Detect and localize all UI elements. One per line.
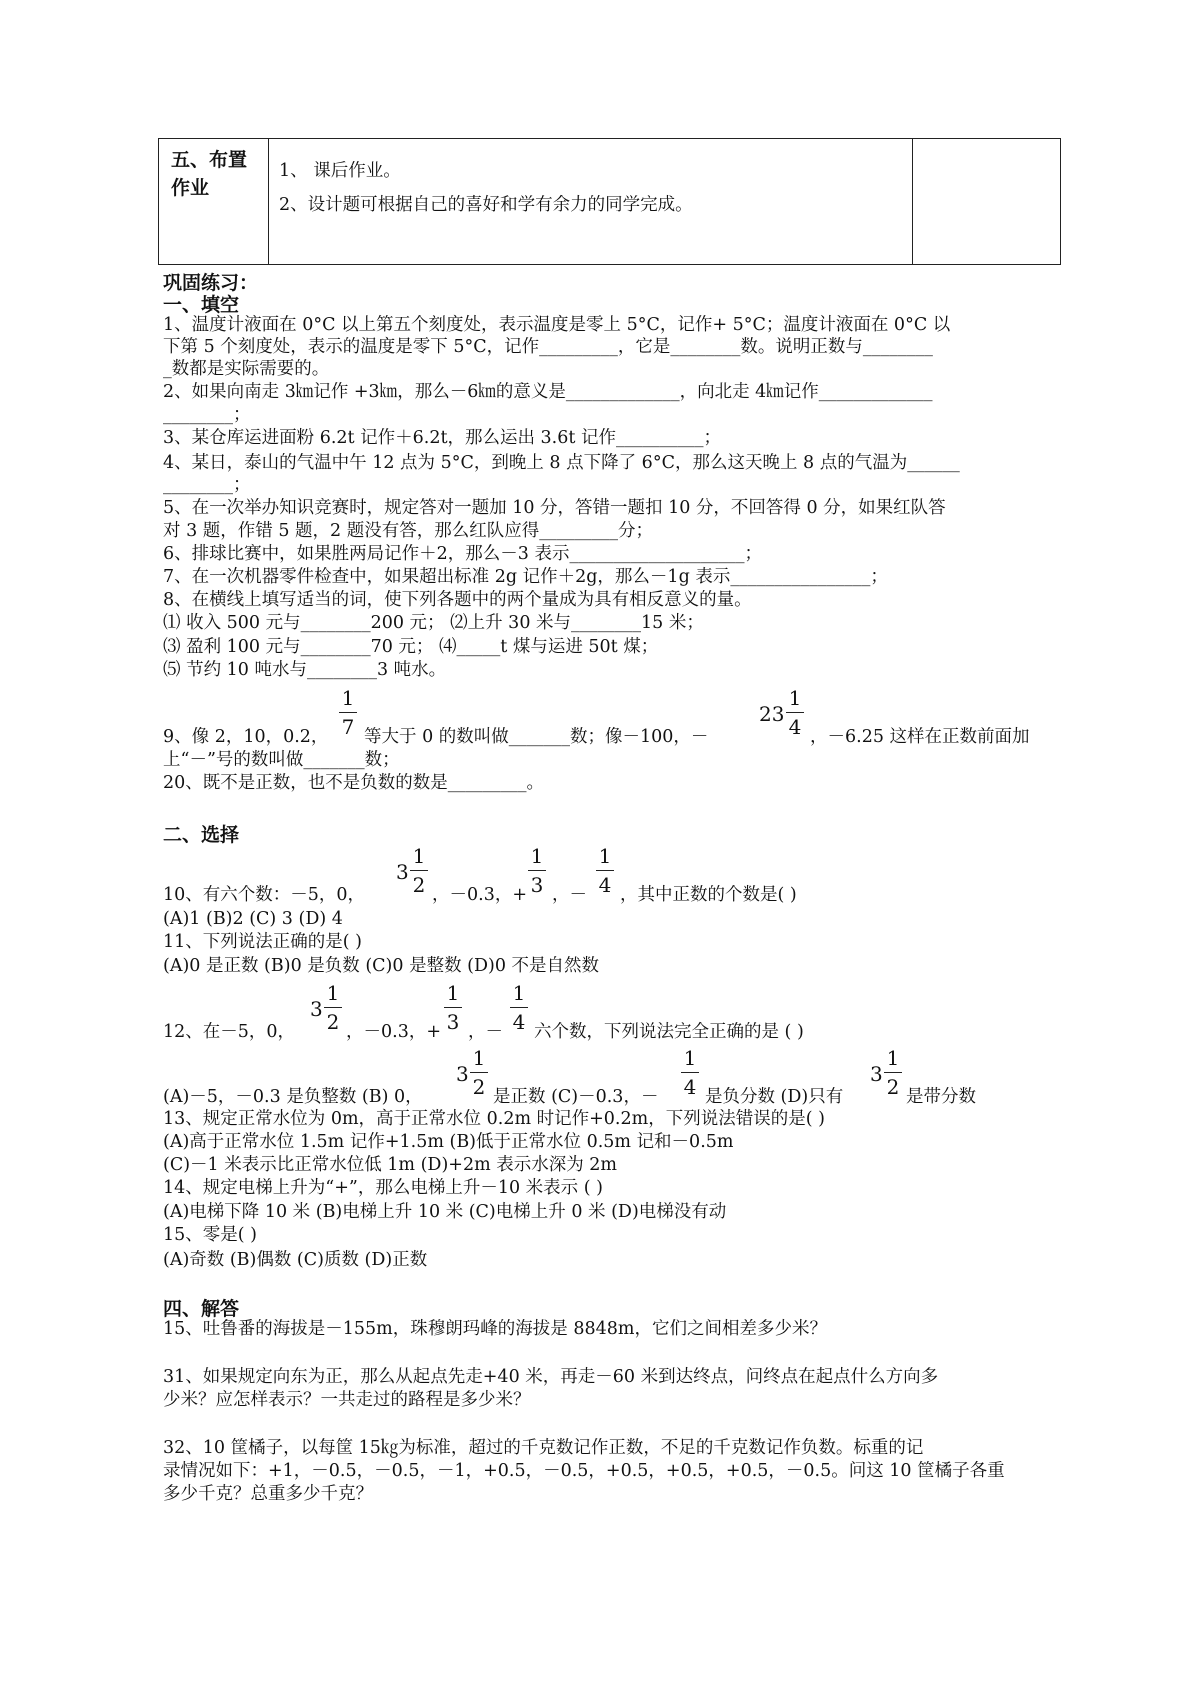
table-label-line1: 五、布置: [171, 149, 248, 171]
q32-line1: 32、10 筐橘子，以每筐 15㎏为标准，超过的千克数记作正数，不足的千克数记作负数。标重的记: [163, 1438, 924, 1458]
table-label-cell: [159, 139, 269, 264]
q15-solve-line: 15、吐鲁番的海拔是－155m，珠穆朗玛峰的海拔是 8848m，它们之间相差多少米？: [163, 1319, 827, 1339]
q9-line2: 上“－”号的数叫做_______数；: [163, 750, 400, 770]
q32-line3: 多少千克？总重多少千克？: [163, 1484, 373, 1504]
q8-items-1-2: ⑴ 收入 500 元与________200 元； ⑵上升 30 米与________15 米；: [163, 613, 704, 633]
q11-options: (A)0 是正数 (B)0 是负数 (C)0 是整数 (D)0 不是自然数: [163, 956, 600, 976]
q1-line2: 下第 5 个刻度处，表示的温度是零下 5°C，记作_________，它是________数。说明正数与________: [163, 337, 933, 357]
q4-line1: 4、某日，泰山的气温中午 12 点为 5°C，到晚上 8 点下降了 6°C，那么这天晚上 8 点的气温为______: [163, 453, 960, 473]
q20-line: 20、既不是正数，也不是负数的数是_________。: [163, 773, 545, 793]
fraction-one-seventh: 1 7: [339, 686, 357, 739]
q8-item-5: ⑸ 节约 10 吨水与________3 吨水。: [163, 660, 447, 680]
mixed-number-whole-23: 23: [759, 702, 785, 726]
q13-options-ab: (A)高于正常水位 1.5m 记作+1.5m (B)低于正常水位 0.5m 记和－0.5m: [163, 1132, 734, 1152]
q10-options: (A)1 (B)2 (C) 3 (D) 4: [163, 909, 343, 929]
q12-option-b: 是正数 (C)－0.3，－: [493, 1087, 659, 1107]
table-item-1: 1、 课后作业。: [279, 161, 401, 181]
q2-line1: 2、如果向南走 3㎞记作 +3㎞，那么－6㎞的意义是_____________，向北走 4㎞记作_____________: [163, 382, 933, 402]
q8-line: 8、在横线上填写适当的词，使下列各题中的两个量成为具有相反意义的量。: [163, 590, 752, 610]
q7-line: 7、在一次机器零件检查中，如果超出标准 2g 记作＋2g，那么－1g 表示________________；: [163, 567, 888, 587]
q5-line2: 对 3 题，作错 5 题，2 题没有答，那么红队应得_________分；: [163, 521, 653, 541]
q10-text-pre: 10、有六个数：－5，0，: [163, 885, 366, 905]
q5-line1: 5、在一次举办知识竞赛时，规定答对一题加 10 分，答错一题扣 10 分，不回答得 0 分，如果红队答: [163, 498, 946, 518]
q3-line: 3、某仓库运进面粉 6.2t 记作＋6.2t，那么运出 3.6t 记作__________；: [163, 428, 721, 448]
q32-line2: 录情况如下：+1，－0.5，－0.5，－1，+0.5，－0.5，+0.5，+0.5，+0.5，－0.5。问这 10 筐橘子各重: [163, 1461, 1005, 1481]
mixed-three-whole-3: 3: [456, 1062, 469, 1086]
fraction-one-quarter: 1 4: [786, 686, 804, 739]
fraction-one-third: 1 3: [528, 844, 546, 897]
q12-text-pre: 12、在－5，0，: [163, 1022, 296, 1042]
q9-text-mid: 等大于 0 的数叫做_______数；像－100，－: [364, 727, 709, 747]
q15-choice-options: (A)奇数 (B)偶数 (C)质数 (D)正数: [163, 1250, 428, 1270]
q9-text-post: ，－6.25 这样在正数前面加: [810, 727, 1030, 747]
q2-line2: ________；: [163, 405, 251, 425]
q10-text-a: ，－0.3，+: [432, 885, 527, 905]
q8-items-3-4: ⑶ 盈利 100 元与________70 元； ⑷_____t 煤与运进 50t 煤；: [163, 637, 659, 657]
q12-text-a: ，－0.3，+: [346, 1022, 441, 1042]
q31-line1: 31、如果规定向东为正，那么从起点先走+40 米，再走－60 米到达终点，问终点在起点什么方向多: [163, 1367, 939, 1387]
q15-choice-line: 15、零是( ): [163, 1225, 257, 1245]
q10-text-b: ，－: [552, 885, 587, 905]
section-heading-fill: 一、填空: [163, 294, 240, 316]
fraction-one-half-4: 1 2: [884, 1046, 902, 1099]
mixed-three-whole: 3: [396, 860, 409, 884]
q14-line: 14、规定电梯上升为“+”，那么电梯上升－10 米表示 ( ): [163, 1178, 603, 1198]
fraction-one-third-2: 1 3: [444, 981, 462, 1034]
section-heading-choice: 二、选择: [163, 824, 240, 846]
q12-option-a: (A)－5，－0.3 是负整数 (B) 0，: [163, 1087, 423, 1107]
page-title: 巩固练习：: [163, 272, 259, 294]
homework-table: [158, 138, 1061, 265]
fraction-one-half-2: 1 2: [324, 981, 342, 1034]
q11-line: 11、下列说法正确的是( ): [163, 932, 362, 952]
table-label-line2: 作业: [171, 177, 210, 199]
q12-option-d: 是带分数: [906, 1087, 976, 1107]
table-empty-cell: [912, 139, 1060, 264]
q12-option-c: 是负分数 (D)只有: [705, 1087, 844, 1107]
mixed-three-whole-2: 3: [310, 997, 323, 1021]
q13-options-cd: (C)－1 米表示比正常水位低 1m (D)+2m 表示水深为 2m: [163, 1155, 618, 1175]
q1-line3: _数都是实际需要的。: [163, 359, 330, 379]
q6-line: 6、排球比赛中，如果胜两局记作＋2，那么－3 表示____________________；: [163, 544, 762, 564]
q13-line: 13、规定正常水位为 0m，高于正常水位 0.2m 时记作+0.2m，下列说法错误的是( ): [163, 1109, 825, 1129]
q14-options: (A)电梯下降 10 米 (B)电梯上升 10 米 (C)电梯上升 0 米 (D)电梯没有动: [163, 1202, 727, 1222]
q31-line2: 少米？应怎样表示？一共走过的路程是多少米？: [163, 1390, 531, 1410]
table-item-2: 2、设计题可根据自己的喜好和学有余力的同学完成。: [279, 195, 693, 215]
fraction-one-quarter-4: 1 4: [681, 1046, 699, 1099]
fraction-one-half: 1 2: [410, 844, 428, 897]
q12-text-b: ，－: [468, 1022, 503, 1042]
q9-text-pre: 9、像 2，10，0.2，: [163, 727, 329, 747]
section-heading-solve: 四、解答: [163, 1298, 240, 1320]
q1-line1: 1、温度计液面在 0°C 以上第五个刻度处，表示温度是零上 5°C，记作+ 5°C；温度计液面在 0°C 以: [163, 315, 951, 335]
fraction-one-quarter-2: 1 4: [596, 844, 614, 897]
q4-line2: ________；: [163, 475, 251, 495]
fraction-one-quarter-3: 1 4: [510, 981, 528, 1034]
mixed-three-whole-4: 3: [870, 1062, 883, 1086]
fraction-one-half-3: 1 2: [470, 1046, 488, 1099]
q12-text-post: 六个数，下列说法完全正确的是 ( ): [534, 1022, 804, 1042]
q10-text-post: ，其中正数的个数是( ): [620, 885, 797, 905]
